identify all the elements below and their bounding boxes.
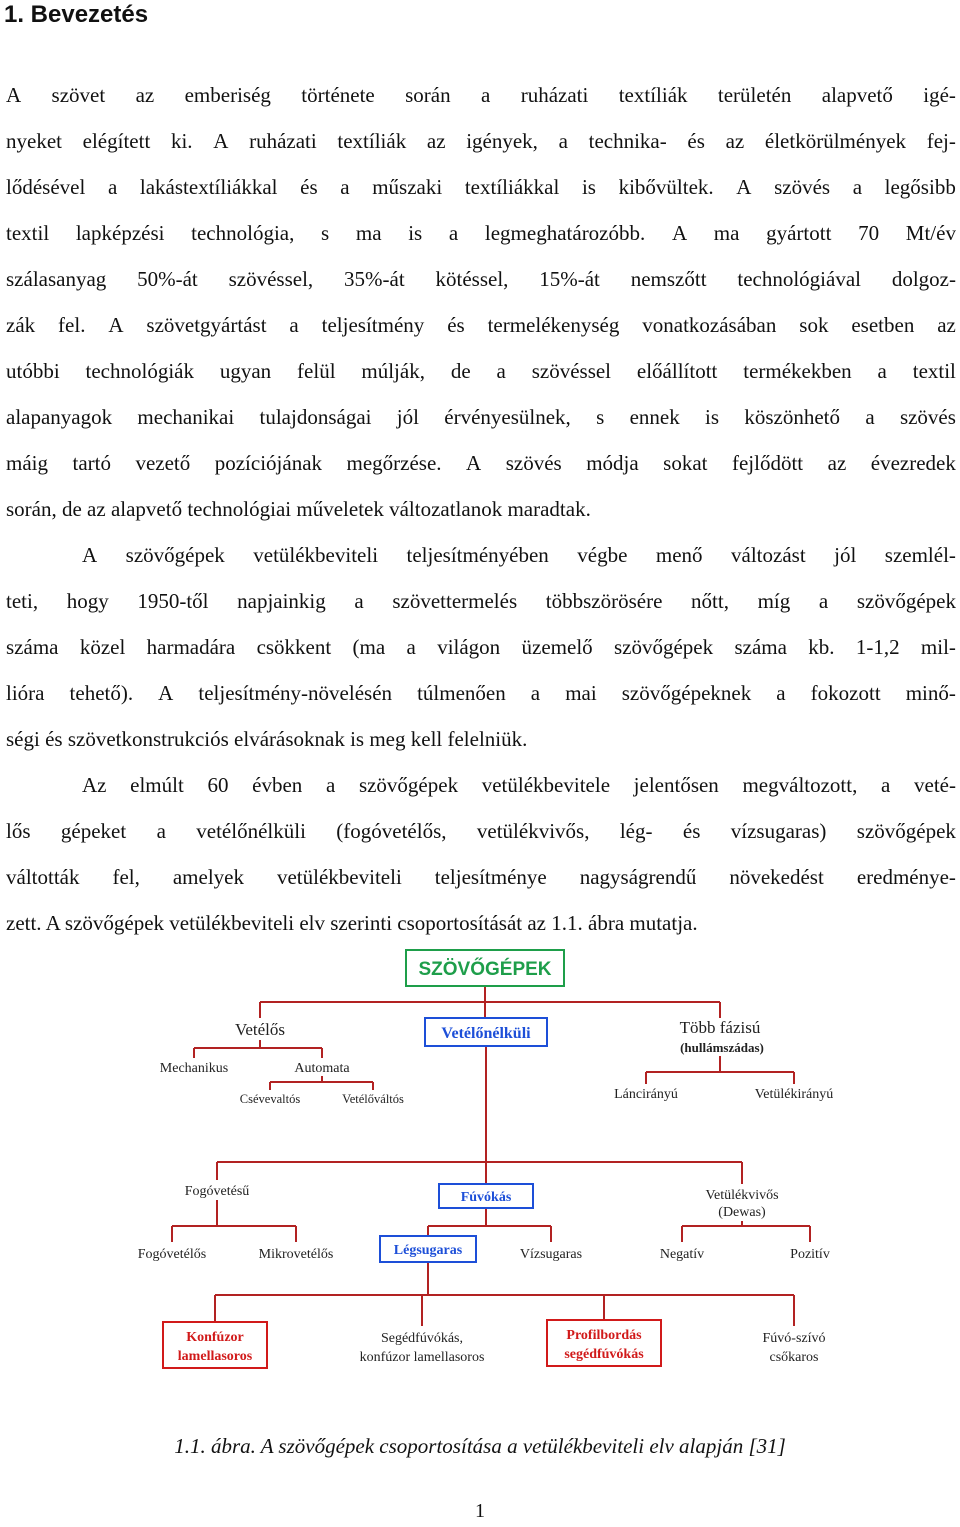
paragraph-line: máig tartó vezető pozíciójának megőrzése. A szövés módja sokat fejlődött az évezredek xyxy=(6,451,956,475)
paragraph-line: lióra tehető). A teljesítmény-növelésén túlmenően a mai szövőgépeknek a fokozott minő- xyxy=(6,681,956,705)
paragraph-line: lős gépeket a vetélőnélküli (fogóvetélős, vetülékvivős, lég- és vízsugaras) szövőgépek xyxy=(6,819,956,843)
paragraph-line: Az elmúlt 60 évben a szövőgépek vetülékbevitele jelentősen megváltozott, a veté- xyxy=(82,773,956,797)
node-negativ: Negatív xyxy=(659,1247,705,1262)
paragraph-intro xyxy=(6,72,956,532)
node-lamellasoros: lamellasoros xyxy=(177,1349,253,1364)
node-lancirany: Láncirányú xyxy=(614,1087,678,1102)
node-vetelovaltos: Vetélőváltós xyxy=(342,1092,404,1106)
paragraph-line: A szövet az emberiség története során a ruházati textíliák területén alapvető igé- xyxy=(6,83,956,107)
node-konfuzor: Konfúzor xyxy=(186,1330,244,1345)
paragraph-line: száma közel harmadára csökkent (ma a világon üzemelő szövőgépek száma kb. 1-1,2 mil- xyxy=(6,635,956,659)
node-tobb-fazisu: Több fázisú xyxy=(679,1018,761,1037)
node-fogovetelos: Fogóvetélős xyxy=(137,1247,207,1262)
node-cseveváltos: Csévevaltós xyxy=(239,1092,301,1106)
paragraph-line: váltották fel, amelyek vetülékbeviteli teljesítménye nagyságrendű növekedést eredménye- xyxy=(6,865,956,889)
section-heading: 1. Bevezetés xyxy=(4,1,149,28)
node-csokaros: csőkaros xyxy=(769,1350,819,1365)
node-legsugaras: Légsugaras xyxy=(393,1243,463,1258)
paragraph-line: során, de az alapvető technológiai műveletek változatlanok maradtak. xyxy=(6,497,591,521)
paragraph-line: utóbbi technológiák ugyan felül múlják, de a szövéssel előállított termékekben a textil xyxy=(6,359,956,383)
node-vetulekirany: Vetülékirányú xyxy=(754,1087,834,1102)
node-mikrovetelos: Mikrovetélős xyxy=(258,1247,334,1262)
node-vetelos: Vetélős xyxy=(234,1020,286,1039)
node-fogovetesu: Fogóvetésű xyxy=(184,1184,250,1199)
paragraph-line: zák fel. A szövetgyártást a teljesítmény és termelékenység vonatkozásában sok esetben az xyxy=(6,313,956,337)
node-pozitiv: Pozitív xyxy=(790,1247,830,1262)
paragraph-line: A szövőgépek vetülékbeviteli teljesítményében végbe menő változást jól szemlél- xyxy=(82,543,956,567)
paragraph-line: alapanyagok mechanikai tulajdonságai jól érvényesülnek, s ennek is köszönhető a szövés xyxy=(6,405,956,429)
node-segedfuvokas-red: segédfúvókás xyxy=(564,1347,644,1362)
paragraph-line: nyeket elégített ki. A ruházati textíliák az igények, a technika- és az életkörülmények fej- xyxy=(6,129,956,153)
node-profilbordas: Profilbordás xyxy=(566,1328,642,1343)
paragraph-weft-insertion xyxy=(6,532,956,762)
node-automata: Automata xyxy=(294,1061,350,1076)
node-fuvokas: Fúvókás xyxy=(460,1190,512,1205)
page-number: 1 xyxy=(475,1500,485,1522)
paragraph-line: ségi és szövetkonstrukciós elvárásoknak is meg kell felelniük. xyxy=(6,727,528,751)
node-dewas: (Dewas) xyxy=(718,1205,766,1220)
paragraph-line: textil lapképzési technológia, s ma is a legmeghatározóbb. A ma gyártott 70 Mt/év xyxy=(6,221,956,245)
node-szovogepek: SZÖVŐGÉPEK xyxy=(418,959,552,980)
paragraph-line: zett. A szövőgépek vetülékbeviteli elv szerinti csoportosítását az 1.1. ábra mutatja. xyxy=(6,911,698,935)
node-vetelonelkuli: Vetélőnélküli xyxy=(441,1025,531,1042)
paragraph-last-60-years xyxy=(6,762,956,946)
paragraph-line: szálasanyag 50%-át szövéssel, 35%-át kötéssel, 15%-át nemszőtt technológiával dolgoz- xyxy=(6,267,956,291)
node-fuvo-szivo: Fúvó-szívó xyxy=(762,1331,826,1346)
node-vizsugaras: Vízsugaras xyxy=(519,1247,583,1262)
paragraph-line: lődésével a lakástextíliákkal és a műszaki textíliákkal is kibővültek. A szövés a legősibb xyxy=(6,175,956,199)
node-hullamszadas: (hullámszádas) xyxy=(680,1040,764,1055)
node-segedfuvokas: Segédfúvókás, xyxy=(380,1331,464,1346)
weaving-machine-classification-diagram xyxy=(0,940,960,1390)
paragraph-line: teti, hogy 1950-től napjainkig a szövettermelés többszörösére nőtt, míg a szövőgépek xyxy=(6,589,956,613)
node-konfuzor-lamellasoros: konfúzor lamellasoros xyxy=(359,1350,485,1365)
figure-caption: 1.1. ábra. A szövőgépek csoportosítása a vetülékbeviteli elv alapján [31] xyxy=(174,1434,786,1458)
node-mechanikus: Mechanikus xyxy=(159,1061,229,1076)
node-vetulekvivos: Vetülékvivős xyxy=(705,1188,779,1203)
